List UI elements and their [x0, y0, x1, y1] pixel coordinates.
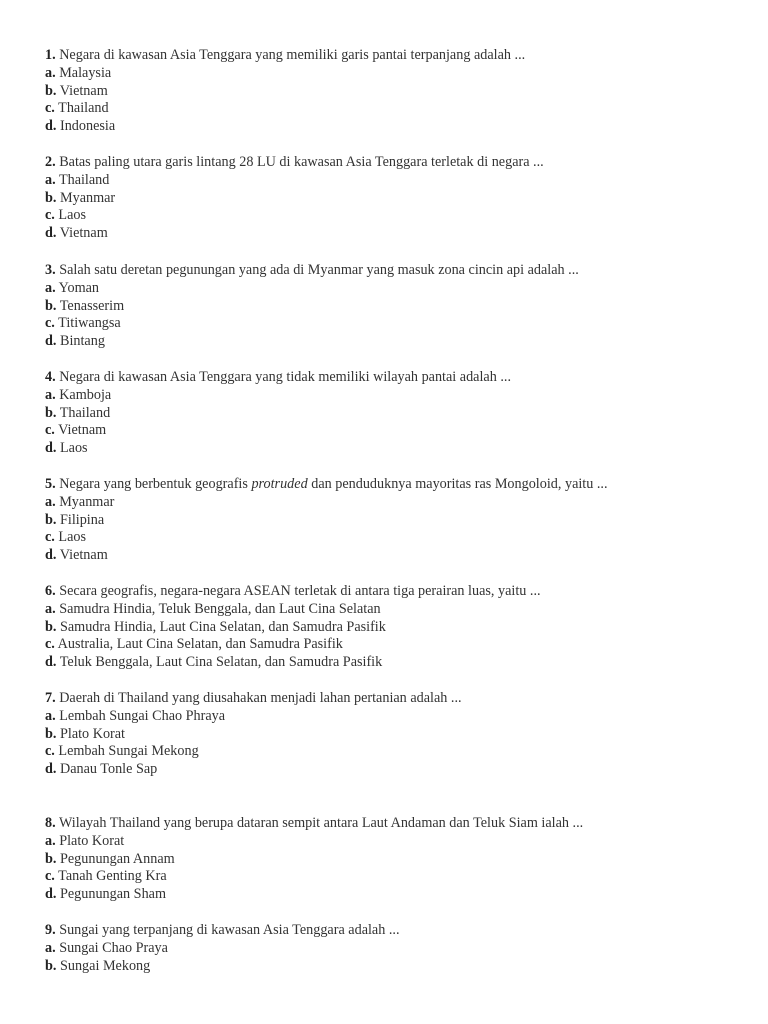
question-number: 1. — [45, 47, 56, 63]
answer-option-c — [45, 315, 748, 333]
option-text: Laos — [58, 207, 86, 224]
option-letter: c. — [45, 315, 55, 332]
option-letter: d. — [45, 886, 57, 903]
answer-option-b — [45, 190, 748, 208]
option-text: Laos — [58, 529, 86, 546]
option-letter: b. — [45, 957, 57, 974]
answer-option-c — [45, 636, 748, 654]
question-1 — [45, 47, 748, 136]
option-text: Yoman — [58, 279, 100, 296]
option-text: Kamboja — [59, 386, 112, 403]
question-6 — [45, 583, 748, 672]
option-letter: c. — [45, 422, 55, 439]
option-letter: d. — [45, 547, 57, 564]
question-stem — [45, 815, 748, 833]
option-text: Vietnam — [59, 82, 108, 99]
question-2 — [45, 154, 748, 243]
question-number: 6. — [45, 583, 56, 599]
option-letter: b. — [45, 725, 57, 742]
answer-option-a — [45, 494, 748, 512]
option-text: Vietnam — [59, 547, 108, 564]
question-stem — [45, 154, 748, 172]
answer-option-a — [45, 833, 748, 851]
answer-option-d — [45, 440, 748, 458]
answer-option-a — [45, 387, 748, 405]
option-letter: b. — [45, 297, 57, 314]
option-text: Danau Tonle Sap — [59, 761, 158, 778]
answer-option-c — [45, 207, 748, 225]
option-letter: a. — [45, 64, 56, 81]
answer-option-b — [45, 726, 748, 744]
option-letter: d. — [45, 440, 57, 457]
question-3 — [45, 262, 748, 351]
option-text: Filipina — [59, 511, 105, 528]
option-text: Myanmar — [59, 493, 115, 510]
option-text: Thailand — [59, 404, 111, 421]
option-text: Samudra Hindia, Laut Cina Selatan, dan Samudra Pasifik — [59, 618, 386, 635]
option-text: Myanmar — [59, 189, 116, 206]
option-text: Plato Korat — [59, 725, 125, 742]
question-number: 9. — [45, 922, 56, 938]
question-stem — [45, 922, 748, 940]
option-letter: a. — [45, 832, 56, 849]
answer-option-c — [45, 100, 748, 118]
option-letter: a. — [45, 707, 56, 724]
question-number: 2. — [45, 154, 56, 170]
question-number: 3. — [45, 262, 56, 278]
option-letter: b. — [45, 189, 57, 206]
answer-option-b — [45, 851, 748, 869]
option-text: Sungai Mekong — [59, 957, 151, 974]
option-text: Thailand — [58, 171, 110, 188]
answer-option-c — [45, 529, 748, 547]
answer-option-d — [45, 547, 748, 565]
option-letter: c. — [45, 100, 55, 117]
option-letter: d. — [45, 761, 57, 778]
question-4 — [45, 369, 748, 458]
question-text: Negara di kawasan Asia Tenggara yang tidak memiliki wilayah pantai adalah ... — [59, 369, 511, 385]
answer-option-d — [45, 333, 748, 351]
answer-option-c — [45, 743, 748, 761]
option-text: Lembah Sungai Mekong — [58, 743, 199, 760]
option-letter: c. — [45, 529, 55, 546]
option-text: Pegunungan Sham — [59, 886, 166, 903]
question-number: 4. — [45, 369, 56, 385]
option-text: Vietnam — [59, 225, 108, 242]
option-text: Titiwangsa — [58, 315, 121, 332]
option-text: Teluk Benggala, Laut Cina Selatan, dan Samudra Pasifik — [59, 654, 383, 671]
option-text: Vietnam — [58, 422, 107, 439]
answer-option-d — [45, 761, 748, 779]
question-number: 8. — [45, 815, 56, 831]
answer-option-b — [45, 298, 748, 316]
option-text: Laos — [59, 440, 88, 457]
answer-option-c — [45, 422, 748, 440]
question-stem — [45, 690, 748, 708]
answer-option-b — [45, 83, 748, 101]
option-letter: c. — [45, 636, 55, 653]
question-stem — [45, 369, 748, 387]
question-text: Daerah di Thailand yang diusahakan menjadi lahan pertanian adalah ... — [59, 690, 462, 706]
answer-option-d — [45, 886, 748, 904]
question-text-after: dan penduduknya mayoritas ras Mongoloid, yaitu ... — [307, 476, 608, 492]
question-number: 5. — [45, 476, 56, 492]
option-letter: c. — [45, 868, 55, 885]
question-text-italic: protruded — [251, 476, 308, 492]
option-text: Tanah Genting Kra — [58, 868, 167, 885]
answer-option-b — [45, 512, 748, 530]
option-text: Bintang — [59, 333, 105, 350]
option-letter: d. — [45, 333, 57, 350]
question-stem — [45, 262, 748, 280]
option-letter: b. — [45, 850, 57, 867]
answer-option-d — [45, 654, 748, 672]
option-letter: a. — [45, 279, 56, 296]
question-stem — [45, 583, 748, 601]
option-letter: c. — [45, 207, 55, 224]
option-text: Pegunungan Annam — [59, 850, 175, 867]
answer-option-a — [45, 280, 748, 298]
option-text: Australia, Laut Cina Selatan, dan Samudra Pasifik — [57, 636, 343, 653]
answer-option-a — [45, 708, 748, 726]
question-7 — [45, 690, 748, 779]
answer-option-a — [45, 940, 748, 958]
option-letter: a. — [45, 939, 56, 956]
option-letter: a. — [45, 171, 56, 188]
option-text: Tenasserim — [59, 297, 125, 314]
answer-option-c — [45, 868, 748, 886]
question-text: Secara geografis, negara-negara ASEAN terletak di antara tiga perairan luas, yaitu ... — [59, 583, 541, 599]
question-number: 7. — [45, 690, 56, 706]
question-text-before: Negara yang berbentuk geografis — [59, 476, 252, 492]
question-text: Sungai yang terpanjang di kawasan Asia Tenggara adalah ... — [59, 922, 400, 938]
answer-option-a — [45, 601, 748, 619]
answer-option-a — [45, 172, 748, 190]
option-letter: a. — [45, 386, 56, 403]
question-8 — [45, 815, 748, 904]
question-text: Salah satu deretan pegunungan yang ada di Myanmar yang masuk zona cincin api adalah ... — [59, 262, 579, 278]
option-letter: b. — [45, 82, 57, 99]
question-text: Negara di kawasan Asia Tenggara yang memiliki garis pantai terpanjang adalah ... — [59, 47, 526, 63]
question-stem — [45, 47, 748, 65]
question-stem — [45, 476, 748, 494]
answer-option-d — [45, 225, 748, 243]
option-letter: a. — [45, 493, 56, 510]
option-letter: b. — [45, 618, 57, 635]
option-text: Lembah Sungai Chao Phraya — [59, 707, 226, 724]
option-text: Plato Korat — [59, 832, 125, 849]
answer-option-b — [45, 958, 748, 976]
answer-option-b — [45, 619, 748, 637]
option-letter: d. — [45, 654, 57, 671]
option-text: Samudra Hindia, Teluk Benggala, dan Laut Cina Selatan — [59, 600, 381, 617]
answer-option-a — [45, 65, 748, 83]
option-text: Indonesia — [59, 118, 116, 135]
question-text: Wilayah Thailand yang berupa dataran sempit antara Laut Andaman dan Teluk Siam ialah ... — [58, 815, 584, 831]
option-letter: b. — [45, 511, 57, 528]
question-text: Batas paling utara garis lintang 28 LU di kawasan Asia Tenggara terletak di negara ... — [59, 154, 544, 170]
option-letter: b. — [45, 404, 57, 421]
option-letter: a. — [45, 600, 56, 617]
answer-option-b — [45, 405, 748, 423]
option-letter: d. — [45, 118, 57, 135]
question-5 — [45, 476, 748, 565]
option-text: Sungai Chao Praya — [59, 939, 168, 956]
question-9 — [45, 922, 748, 975]
answer-option-d — [45, 118, 748, 136]
option-letter: d. — [45, 225, 57, 242]
option-text: Malaysia — [59, 64, 112, 81]
option-letter: c. — [45, 743, 55, 760]
option-text: Thailand — [58, 100, 109, 117]
